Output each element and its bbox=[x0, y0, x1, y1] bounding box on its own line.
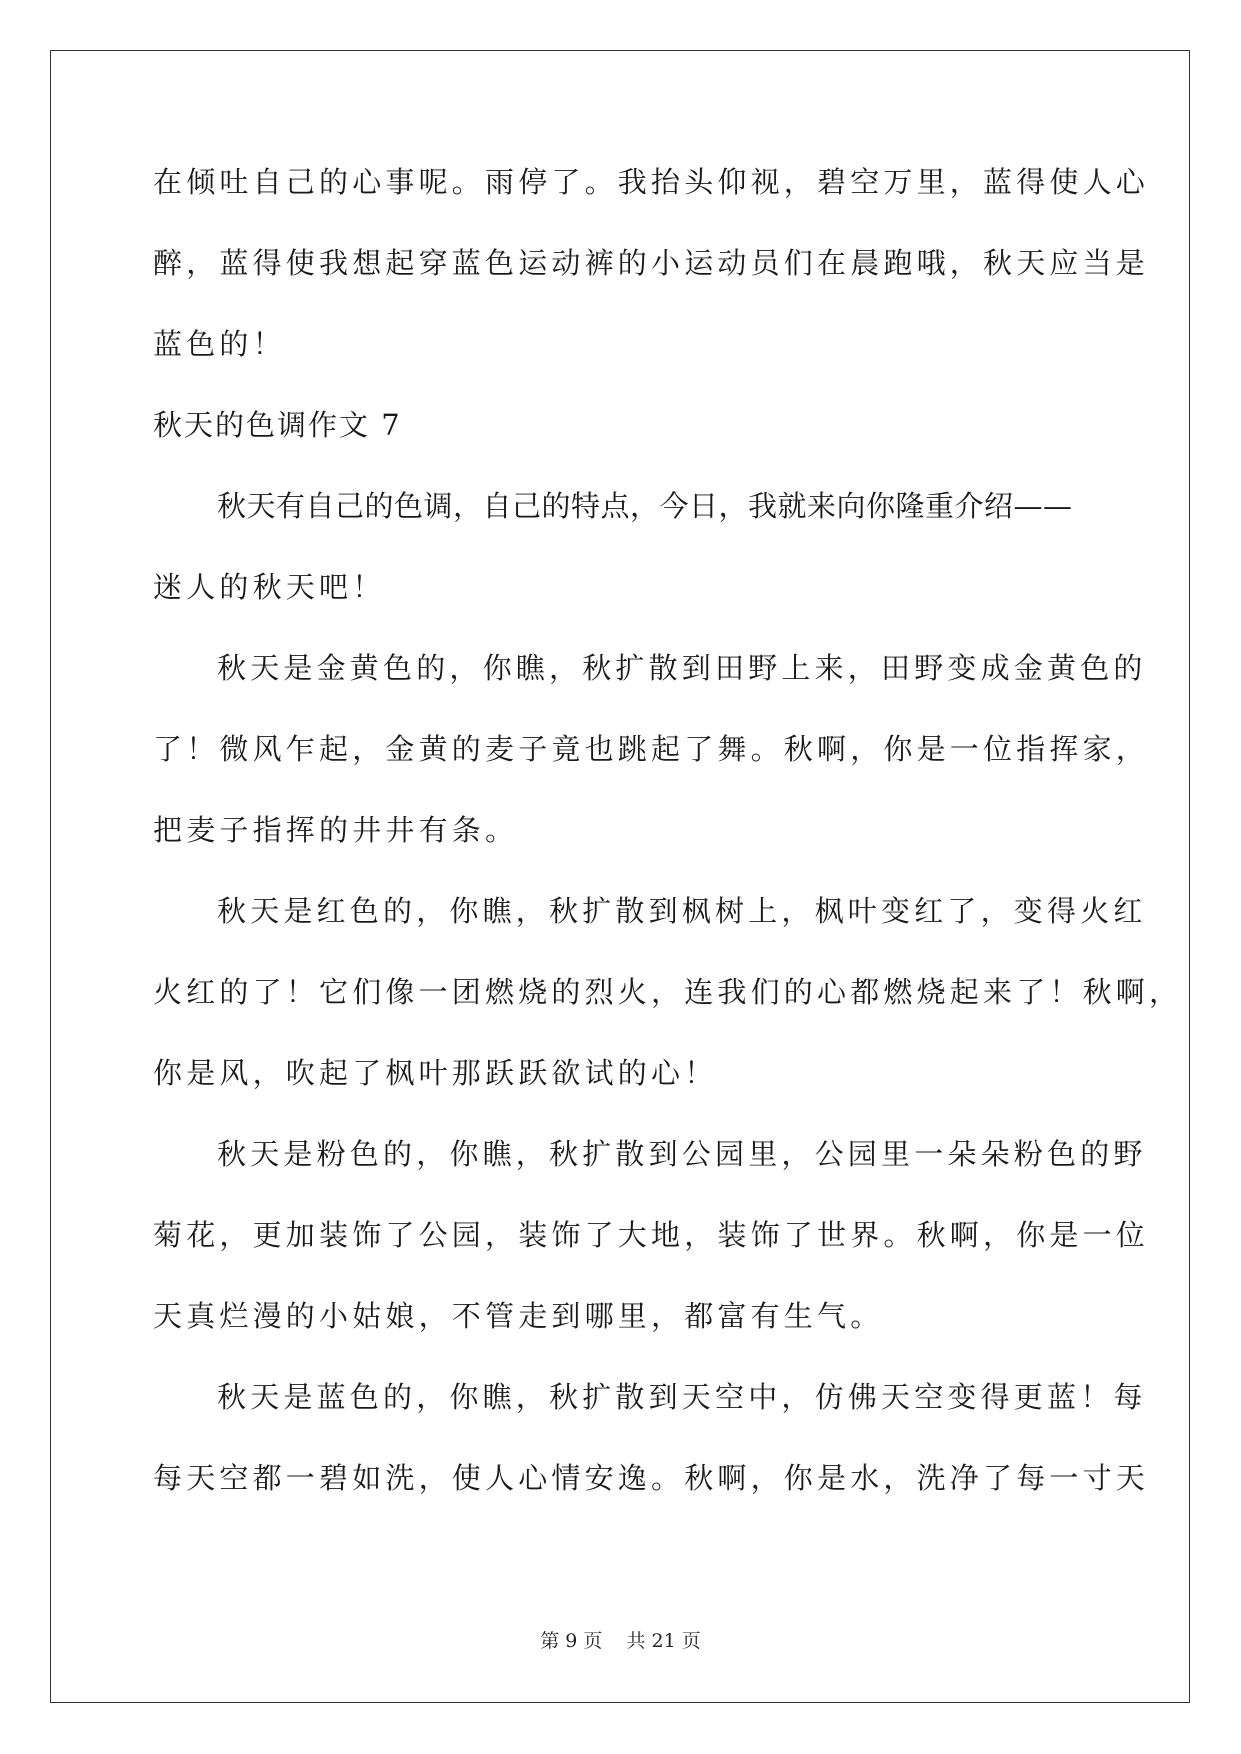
text-line: 醉，蓝得使我想起穿蓝色运动裤的小运动员们在晨跑哦，秋天应当是 bbox=[153, 246, 1150, 280]
text-line: 秋天是金黄色的，你瞧，秋扩散到田野上来，田野变成金黄色的 bbox=[217, 651, 1147, 685]
text-line: 秋天有自己的色调，自己的特点，今日，我就来向你隆重介绍—— bbox=[217, 489, 1073, 523]
text-line: 了！微风乍起，金黄的麦子竟也跳起了舞。秋啊，你是一位指挥家， bbox=[153, 732, 1150, 766]
text-line: 每天空都一碧如洗，使人心情安逸。秋啊，你是水，洗净了每一寸天 bbox=[153, 1461, 1150, 1495]
text-line: 把麦子指挥的井井有条。 bbox=[153, 813, 519, 847]
text-line: 蓝色的！ bbox=[153, 327, 286, 361]
text-line: 你是风，吹起了枫叶那跃跃欲试的心！ bbox=[153, 1056, 718, 1090]
text-line: 火红的了！它们像一团燃烧的烈火，连我们的心都燃烧起来了！秋啊， bbox=[153, 975, 1183, 1009]
text-line: 天真烂漫的小姑娘，不管走到哪里，都富有生气。 bbox=[153, 1299, 884, 1333]
text-line: 秋天是红色的，你瞧，秋扩散到枫树上，枫叶变红了，变得火红 bbox=[217, 894, 1147, 928]
page-number: 第 9 页 bbox=[540, 1630, 603, 1652]
section-heading: 秋天的色调作文 7 bbox=[153, 408, 402, 442]
document-body bbox=[153, 162, 1183, 1539]
text-line: 迷人的秋天吧！ bbox=[153, 570, 386, 604]
text-line: 菊花，更加装饰了公园，装饰了大地，装饰了世界。秋啊，你是一位 bbox=[153, 1218, 1150, 1252]
text-line: 在倾吐自己的心事呢。雨停了。我抬头仰视，碧空万里，蓝得使人心 bbox=[153, 165, 1150, 199]
text-line: 秋天是粉色的，你瞧，秋扩散到公园里，公园里一朵朵粉色的野 bbox=[217, 1137, 1147, 1171]
page-total: 共 21 页 bbox=[626, 1630, 701, 1652]
page-footer bbox=[0, 1629, 1241, 1653]
text-line: 秋天是蓝色的，你瞧，秋扩散到天空中，仿佛天空变得更蓝！每 bbox=[217, 1380, 1147, 1414]
